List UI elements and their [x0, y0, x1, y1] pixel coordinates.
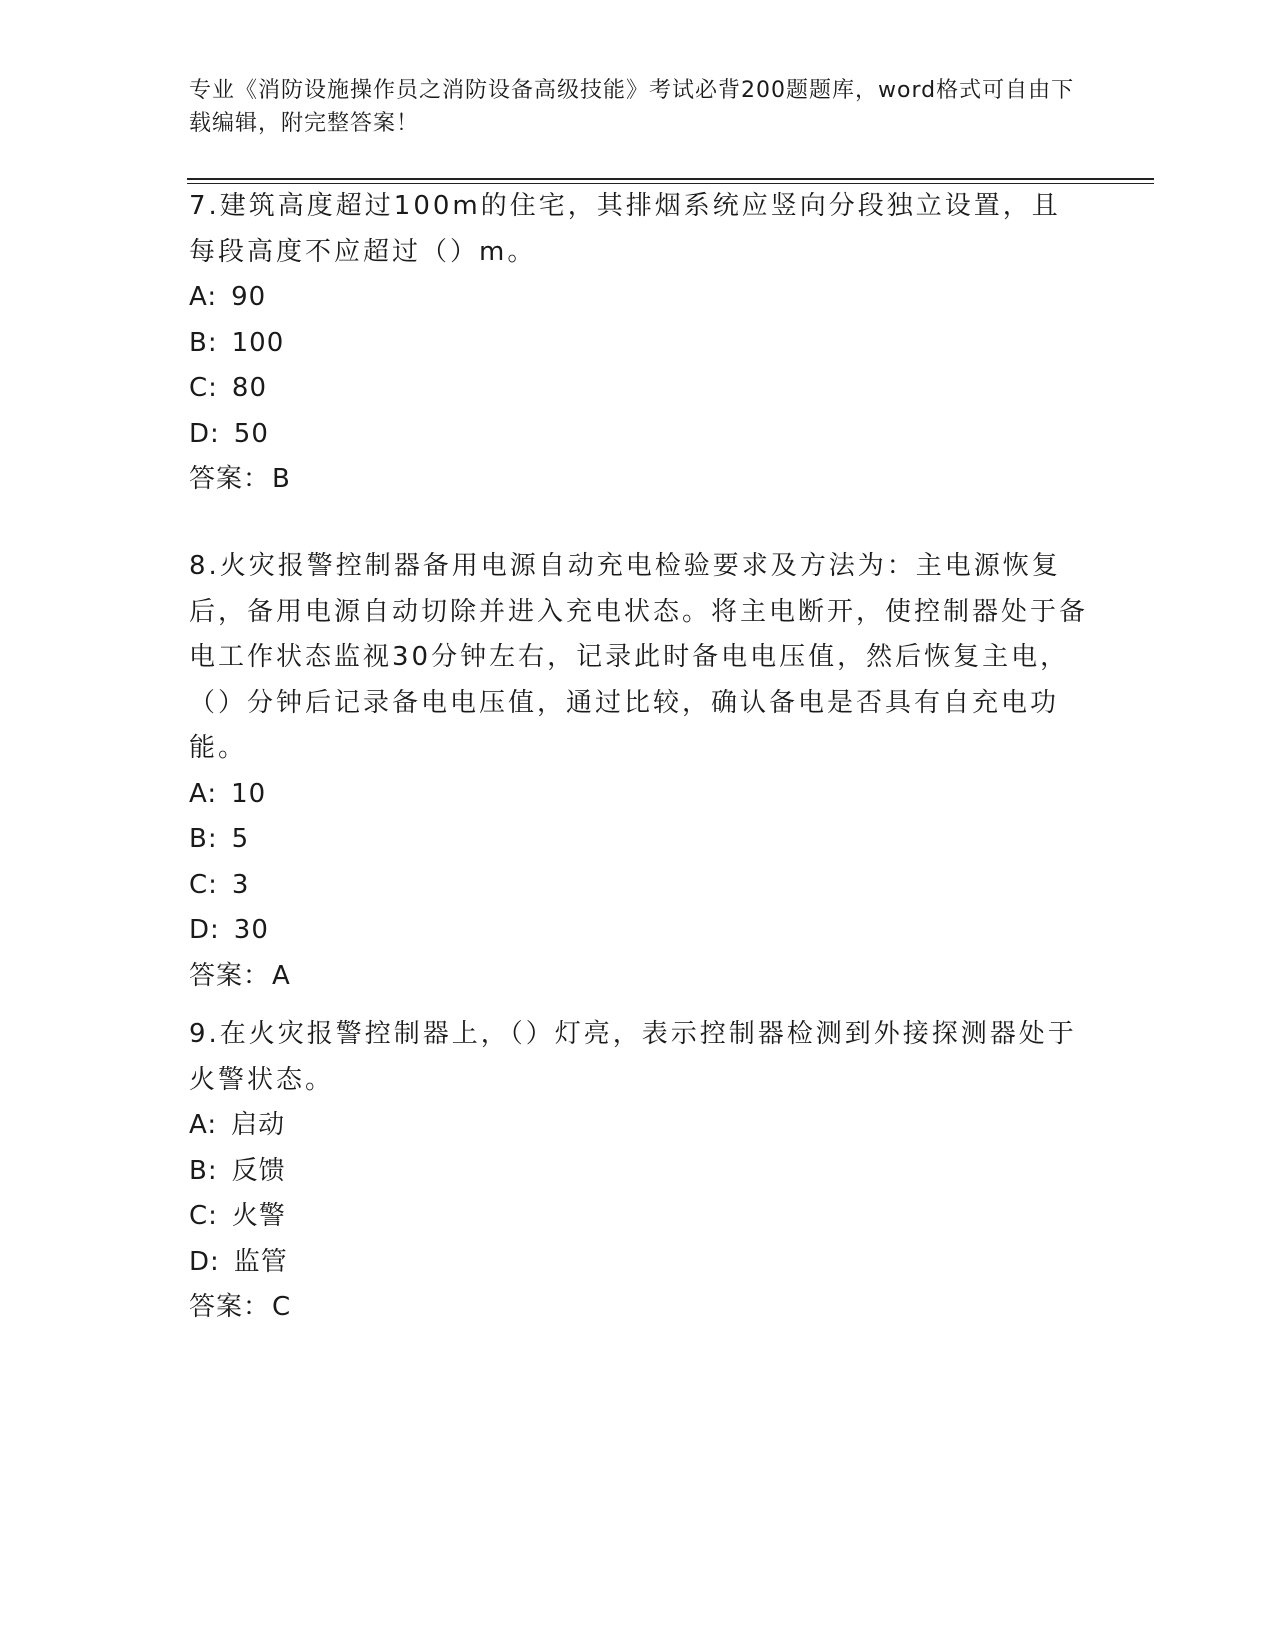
option-key: A:: [189, 778, 218, 809]
option-value: 100: [231, 327, 285, 358]
option-a: [189, 275, 1089, 321]
option-b: [189, 321, 1089, 367]
option-value: 反馈: [231, 1155, 286, 1186]
option-key: C:: [189, 869, 218, 900]
option-value: 30: [233, 915, 269, 945]
question-text: 8.火灾报警控制器备用电源自动充电检验要求及方法为：主电源恢复后，备用电源自动切除并进入充电状态。将主电断开，使控制器处于备电工作状态监视30分钟左右，记录此时备电电压值，然后恢复主电，（）分钟后记录备电电压值，通过比较，确认备电是否具有自充电功能。: [189, 551, 1089, 763]
option-key: A:: [189, 1110, 218, 1140]
question-text: 7.建筑高度超过100m的住宅，其排烟系统应竖向分段独立设置，且每段高度不应超过（）m。: [189, 191, 1061, 267]
option-key: D:: [189, 418, 220, 449]
option-value: 50: [233, 418, 269, 449]
answer-value: C: [272, 1292, 292, 1322]
option-value: 80: [231, 373, 268, 403]
option-d: [189, 908, 1089, 954]
option-c: [189, 366, 1089, 412]
option-key: B:: [189, 327, 218, 358]
answer-line: [189, 1285, 1089, 1331]
header-divider-thick: [187, 178, 1154, 180]
answer-value: A: [272, 960, 291, 991]
option-key: B:: [189, 1155, 218, 1186]
option-value: 监管: [233, 1246, 288, 1277]
option-c: [189, 863, 1089, 909]
question-9: [189, 1012, 1089, 1331]
answer-value: B: [272, 464, 291, 494]
option-value: 火警: [231, 1201, 286, 1231]
option-a: [189, 772, 1089, 818]
question-8: [189, 544, 1089, 999]
document-header: 专业《消防设施操作员之消防设备高级技能》考试必背200题题库，word格式可自由下载编辑，附完整答案！: [189, 78, 1075, 136]
option-key: C:: [189, 1201, 218, 1231]
question-7: [189, 184, 1089, 503]
option-key: D:: [189, 915, 220, 945]
answer-label: 答案：: [189, 1292, 271, 1322]
question-text: 9.在火灾报警控制器上，（）灯亮，表示控制器检测到外接探测器处于火警状态。: [189, 1019, 1077, 1095]
option-key: A:: [189, 282, 218, 312]
answer-line: [189, 954, 1089, 1000]
option-b: [189, 817, 1089, 863]
option-value: 启动: [231, 1110, 286, 1140]
answer-line: [189, 457, 1089, 503]
option-key: D:: [189, 1246, 220, 1277]
option-value: 10: [231, 778, 267, 809]
option-value: 90: [231, 282, 267, 312]
option-b: [189, 1149, 1089, 1195]
option-key: C:: [189, 373, 218, 403]
option-d: [189, 412, 1089, 458]
option-key: B:: [189, 824, 218, 854]
option-d: [189, 1240, 1089, 1286]
option-value: 5: [231, 824, 250, 854]
answer-label: 答案：: [189, 960, 271, 991]
option-c: [189, 1194, 1089, 1240]
option-a: [189, 1103, 1089, 1149]
answer-label: 答案：: [189, 464, 271, 494]
option-value: 3: [231, 869, 250, 900]
